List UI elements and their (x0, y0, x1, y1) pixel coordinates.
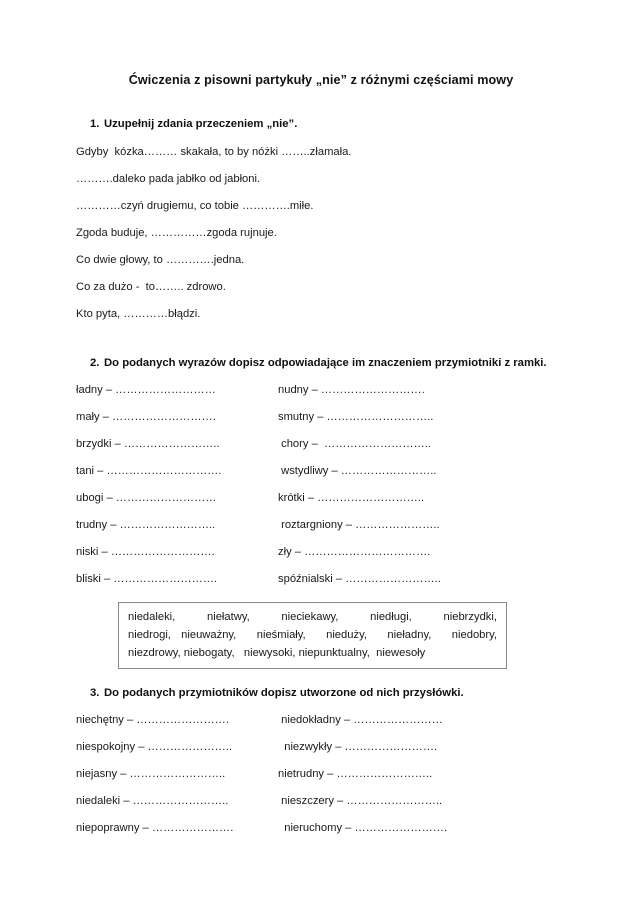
word-prompt: niezwykły – ……………………. (278, 741, 438, 753)
list-item: Co za dużo - to…….. zdrowo. (76, 281, 226, 293)
exercise-1-heading (76, 118, 566, 130)
exercise-2-heading-text: Do podanych wyrazów dopisz odpowiadające im znaczeniem przymiotniki z ramki. (104, 357, 547, 369)
exercise-1-sentence-list (76, 139, 566, 328)
word-prompt: niski – ………………………. (76, 546, 215, 558)
word-bank-line: niedrogi, nieuważny, nieśmiały, nieduży, nieładny, niedobry, (128, 629, 497, 641)
word-bank-line: niezdrowy, niebogaty, niewysoki, niepunktualny, niewesoły (128, 647, 426, 659)
word-prompt: niespokojny – ………………….. (76, 741, 233, 753)
word-prompt: ładny – ……………………… (76, 384, 216, 396)
list-item: Kto pyta, …………błądzi. (76, 308, 201, 320)
spacer (76, 669, 566, 687)
word-prompt: zły – ……………………………. (278, 546, 431, 558)
exercise-3-word-pairs (76, 707, 566, 842)
word-prompt: niechętny – ……………………. (76, 714, 229, 726)
spacer (76, 87, 566, 118)
list-item: …………czyń drugiemu, co tobie ………….miłe. (76, 200, 314, 212)
exercise-2-heading (76, 357, 566, 369)
word-bank-line: niedaleki, niełatwy, nieciekawy, niedługi, niebrzydki, (128, 611, 497, 623)
word-prompt: mały – ………………………. (76, 411, 216, 423)
spacer (76, 699, 566, 707)
word-prompt: tani – …………………………. (76, 465, 222, 477)
word-prompt: brzydki – …………………….. (76, 438, 220, 450)
word-prompt: ubogi – ……………………… (76, 492, 217, 504)
word-prompt: bliski – ………………………. (76, 573, 218, 585)
word-prompt: niejasny – …………………….. (76, 768, 226, 780)
word-prompt: niedokładny – …………………… (278, 714, 443, 726)
word-prompt: smutny – ……………………….. (278, 411, 434, 423)
list-item: Zgoda buduje, ……………zgoda rujnuje. (76, 227, 277, 239)
exercise-3-heading (76, 687, 566, 699)
spacer (76, 369, 566, 377)
list-item: Co dwie głowy, to ………….jedna. (76, 254, 245, 266)
exercise-2-word-pairs (76, 377, 566, 593)
exercise-1-heading-text: Uzupełnij zdania przeczeniem „nie”. (104, 118, 298, 130)
list-item: Gdyby kózka……… skakała, to by nóżki ……..złamała. (76, 146, 352, 158)
page-title: Ćwiczenia z pisowni partykuły „nie” z różnymi częściami mowy (128, 73, 514, 87)
word-prompt: wstydliwy – …………………….. (278, 465, 437, 477)
exercise-3-number: 3. (90, 687, 100, 699)
spacer (76, 593, 566, 602)
exercise-2-number: 2. (90, 357, 100, 369)
list-item: ……….daleko pada jabłko od jabłoni. (76, 173, 261, 185)
word-prompt: krótki – ……………………….. (278, 492, 425, 504)
word-prompt: spóźnialski – …………………….. (278, 573, 441, 585)
exercise-1-number: 1. (90, 118, 100, 130)
word-prompt: nieruchomy – ……………………. (278, 822, 448, 834)
word-prompt: nietrudny – …………………….. (278, 768, 433, 780)
word-prompt: roztargniony – ………………….. (278, 519, 440, 531)
word-prompt: nieszczery – …………………….. (278, 795, 443, 807)
exercise-3 (76, 687, 566, 842)
word-prompt: chory – ……………………….. (278, 438, 431, 450)
word-prompt: trudny – …………………….. (76, 519, 216, 531)
word-bank-box (118, 602, 507, 669)
spacer (76, 130, 566, 139)
word-prompt: nudny – ………………………. (278, 384, 425, 396)
exercise-2 (76, 357, 566, 669)
spacer (76, 328, 566, 357)
exercise-3-heading-text: Do podanych przymiotników dopisz utworzone od nich przysłówki. (104, 687, 464, 699)
word-prompt: niepoprawny – …………………. (76, 822, 234, 834)
word-prompt: niedaleki – …………………….. (76, 795, 229, 807)
exercise-1 (76, 118, 566, 328)
